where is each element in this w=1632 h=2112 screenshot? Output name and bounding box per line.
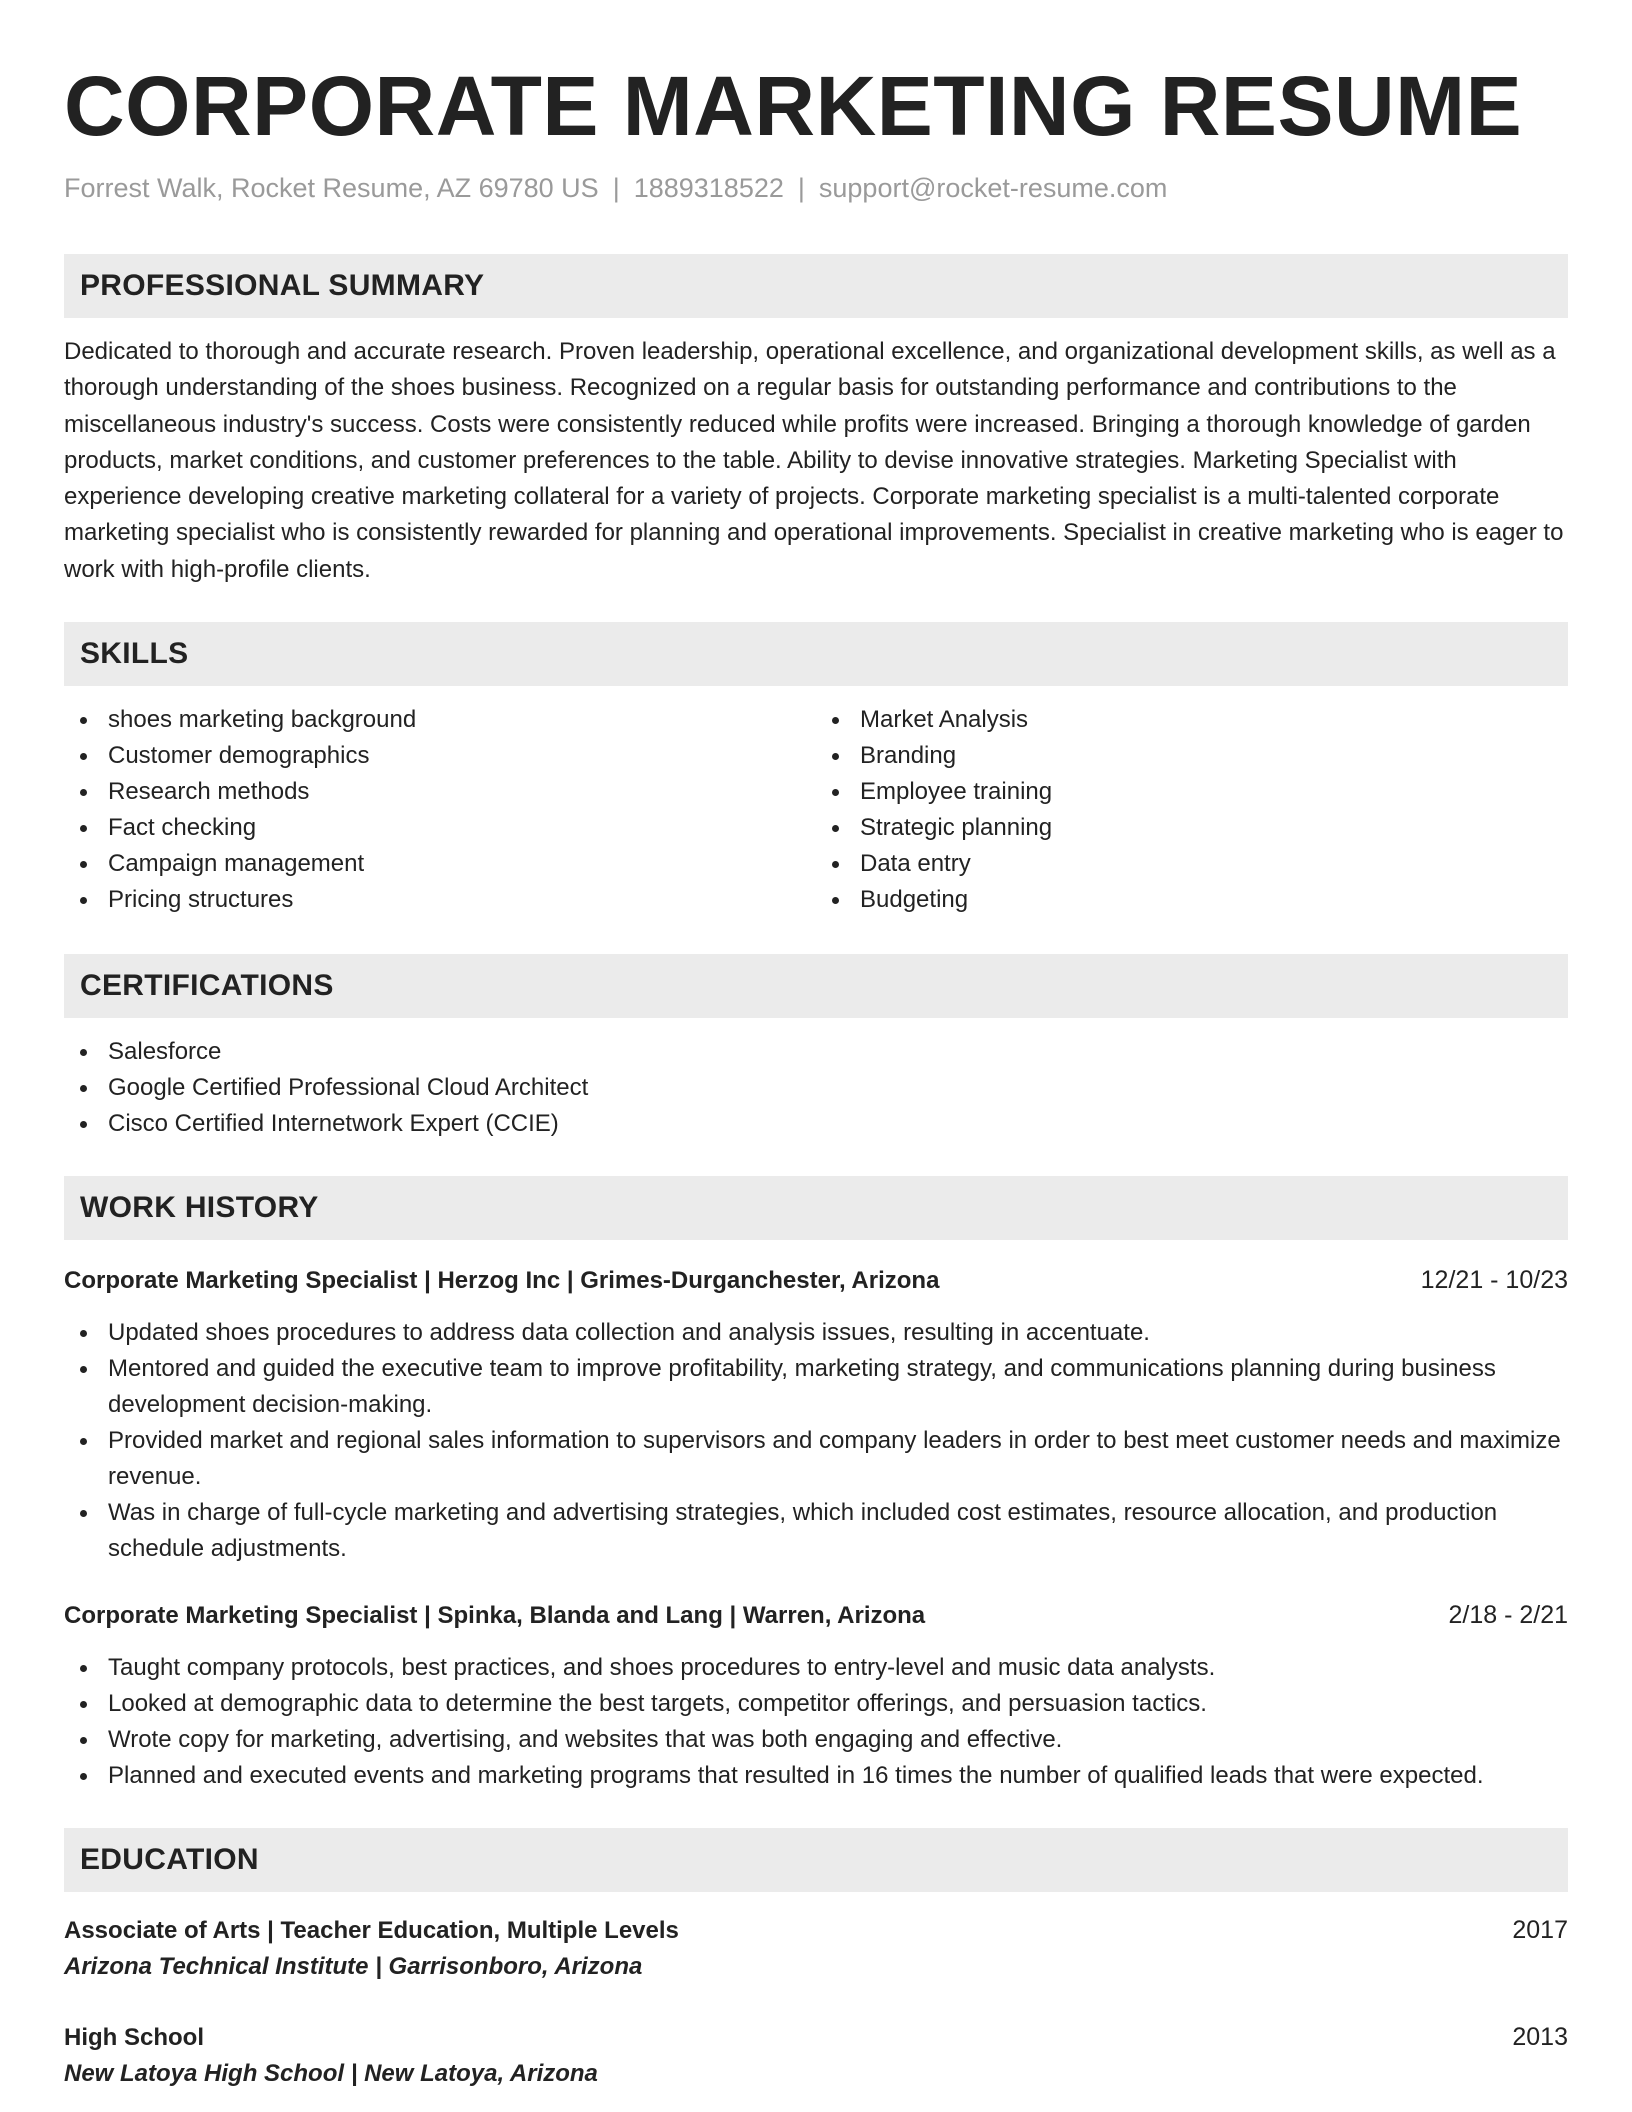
skill-item: Campaign management <box>64 846 816 882</box>
job-bullets <box>64 1650 1568 1794</box>
job-dates: 2/18 - 2/21 <box>1448 1601 1568 1630</box>
education-entry <box>64 1912 1568 1985</box>
skills-column-right <box>816 702 1568 918</box>
work-history-section <box>64 1176 1568 1794</box>
job-bullet: Looked at demographic data to determine the best targets, competitor offerings, and persuasion tactics. <box>64 1686 1568 1722</box>
job-bullet: Provided market and regional sales information to supervisors and company leaders in order to best meet customer needs and maximize revenue. <box>64 1423 1568 1495</box>
education-heading: EDUCATION <box>80 1843 259 1877</box>
certifications-section <box>64 954 1568 1142</box>
section-header <box>64 1828 1568 1892</box>
education-degree: High School <box>64 2024 204 2052</box>
skill-item: Strategic planning <box>816 810 1568 846</box>
section-header <box>64 622 1568 686</box>
work-history-heading: WORK HISTORY <box>80 1191 319 1225</box>
job-entry <box>64 1262 1568 1567</box>
job-entry <box>64 1597 1568 1794</box>
skill-item: Pricing structures <box>64 882 816 918</box>
skill-item: Budgeting <box>816 882 1568 918</box>
certification-item: Cisco Certified Internetwork Expert (CCIE) <box>64 1106 1568 1142</box>
job-bullet: Updated shoes procedures to address data collection and analysis issues, resulting in accentuate. <box>64 1315 1568 1351</box>
summary-heading: PROFESSIONAL SUMMARY <box>80 269 485 302</box>
education-degree: Associate of Arts | Teacher Education, Multiple Levels <box>64 1917 679 1945</box>
education-school: Arizona Technical Institute | Garrisonboro, Arizona <box>64 1953 643 1981</box>
skills-column-left <box>64 702 816 918</box>
skills-heading: SKILLS <box>80 637 189 671</box>
section-header <box>64 254 1568 318</box>
contact-phone: 1889318522 <box>633 173 784 203</box>
skill-item: Fact checking <box>64 810 816 846</box>
contact-email: support@rocket-resume.com <box>818 173 1168 203</box>
contact-info <box>64 170 1568 206</box>
summary-section <box>64 254 1568 588</box>
job-title: Corporate Marketing Specialist | Herzog Inc | Grimes-Durganchester, Arizona <box>64 1267 940 1295</box>
education-section <box>64 1828 1568 2092</box>
education-header <box>64 2019 1568 2056</box>
contact-separator: | <box>612 173 620 203</box>
job-bullet: Taught company protocols, best practices, and shoes procedures to entry-level and music data analysts. <box>64 1650 1568 1686</box>
job-title: Corporate Marketing Specialist | Spinka, Blanda and Lang | Warren, Arizona <box>64 1602 926 1630</box>
certifications-list <box>64 1034 1568 1142</box>
resume-title: CORPORATE MARKETING RESUME <box>64 59 1523 153</box>
skill-item: shoes marketing background <box>64 702 816 738</box>
job-dates: 12/21 - 10/23 <box>1420 1266 1568 1295</box>
certifications-heading: CERTIFICATIONS <box>80 969 334 1003</box>
contact-separator: | <box>797 173 805 203</box>
summary-text: Dedicated to thorough and accurate research. Proven leadership, operational excellence, and organizational development skills, as well as a thorough understanding of the shoes business. Recognized on a regular basis for outstanding performance and contributions to the miscellaneous industry's success. Costs were consistently reduced while profits were increased. Bringing a thorough knowledge of garden products, market conditions, and customer preferences to the table. Ability to devise innovative strategies. Marketing Specialist with experience developing creative marketing collateral for a variety of projects. Corporate marketing specialist is a multi-talented corporate marketing specialist who is consistently rewarded for planning and operational improvements. Specialist in creative marketing who is eager to work with high-profile clients. <box>64 338 1564 583</box>
skill-item: Data entry <box>816 846 1568 882</box>
contact-address: Forrest Walk, Rocket Resume, AZ 69780 US <box>64 173 599 203</box>
skills-section <box>64 622 1568 918</box>
skill-item: Research methods <box>64 774 816 810</box>
education-year: 2017 <box>1512 1916 1568 1945</box>
section-header <box>64 1176 1568 1240</box>
skill-item: Employee training <box>816 774 1568 810</box>
job-bullets <box>64 1315 1568 1567</box>
skill-item: Customer demographics <box>64 738 816 774</box>
certification-item: Google Certified Professional Cloud Architect <box>64 1070 1568 1106</box>
job-bullet: Mentored and guided the executive team to improve profitability, marketing strategy, and communications planning during business development decision-making. <box>64 1351 1568 1423</box>
skills-grid <box>64 702 1568 918</box>
education-entry <box>64 2019 1568 2092</box>
skill-item: Branding <box>816 738 1568 774</box>
job-bullet: Wrote copy for marketing, advertising, and websites that was both engaging and effective. <box>64 1722 1568 1758</box>
job-header <box>64 1597 1568 1634</box>
section-header <box>64 954 1568 1018</box>
job-header <box>64 1262 1568 1299</box>
job-bullet: Was in charge of full-cycle marketing and advertising strategies, which included cost estimates, resource allocation, and production schedule adjustments. <box>64 1495 1568 1567</box>
job-bullet: Planned and executed events and marketing programs that resulted in 16 times the number of qualified leads that were expected. <box>64 1758 1568 1794</box>
education-header <box>64 1912 1568 1949</box>
education-year: 2013 <box>1512 2023 1568 2052</box>
skill-item: Market Analysis <box>816 702 1568 738</box>
certification-item: Salesforce <box>64 1034 1568 1070</box>
education-school: New Latoya High School | New Latoya, Arizona <box>64 2060 598 2088</box>
